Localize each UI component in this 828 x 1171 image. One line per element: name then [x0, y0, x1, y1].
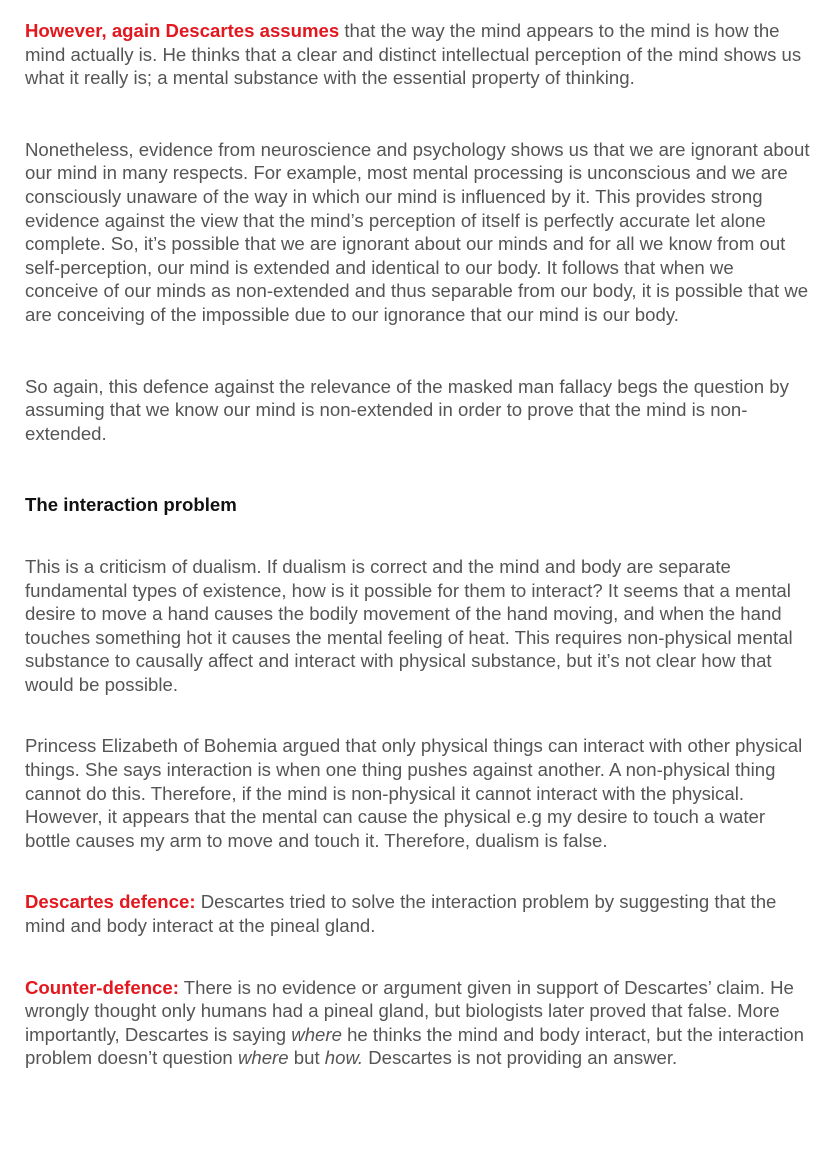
paragraph-text: So again, this defence against the relevance of the masked man fallacy begs the question by assuming that we know our mind is non-extended in order to prove that the mind is non-extended. [25, 375, 789, 444]
paragraph-text: Princess Elizabeth of Bohemia argued that only physical things can interact with other physical things. She says interaction is when one thing pushes against another. A non-physical thing cannot do this. Therefore, if the mind is non-physical it cannot interact with the physical. However, it appears that the mental can cause the physical e.g my desire to touch a water bottle causes my arm to move and touch it. Therefore, dualism is false. [25, 735, 803, 851]
paragraph-counter-defence [25, 976, 810, 1070]
emphasis-where: where [291, 1023, 342, 1045]
paragraph-text: Descartes is not providing an answer. [363, 1047, 678, 1069]
highlight-lead: However, again Descartes assumes [25, 20, 340, 41]
highlight-lead: Counter-defence: [25, 976, 179, 998]
paragraph-text: but [288, 1047, 325, 1069]
paragraph-descartes-assumes [25, 19, 810, 90]
paragraph-text: Nonetheless, evidence from neuroscience and psychology shows us that we are ignorant about our mind in many respects. For example, most mental processing is unconscious and we are consciously unaware of the way in which our mind is influenced by it. This provides strong evidence against the view that the mind’s perception of itself is perfectly accurate let alone complete. So, it’s possible that we are ignorant about our minds and for all we know from out self-perception, our mind is extended and identical to our body. It follows that when we conceive of our minds as non-extended and thus separable from our body, it is possible that we are conceiving of the impossible due to our ignorance that our mind is our body. [25, 138, 810, 325]
paragraph-interaction-criticism [25, 555, 810, 697]
paragraph-text: This is a criticism of dualism. If dualism is correct and the mind and body are separate fundamental types of existence, how is it possible for them to interact? It seems that a mental desire to move a hand causes the bodily movement of the hand moving, and when the hand touches something hot it causes the mental feeling of heat. This requires non-physical mental substance to causally affect and interact with physical substance, but it’s not clear how that would be possible. [25, 555, 793, 695]
paragraph-text: that the way the mind appears to the mind is how the mind actually is. He thinks that a clear and distinct intellectual perception of the mind shows us what it really is; a mental substance with the essential property of thinking. [25, 20, 802, 89]
paragraph-princess-elizabeth [25, 734, 810, 852]
section-heading: The interaction problem [25, 494, 237, 516]
paragraph-descartes-defence [25, 890, 810, 937]
paragraph-text: There is no evidence or argument given in support of Descartes’ claim. He wrongly thought only humans had a pineal gland, but biologists later proved that false. More importantly, Descartes is saying [25, 976, 794, 1045]
highlight-lead: Descartes defence: [25, 891, 196, 913]
paragraph-neuroscience-evidence [25, 138, 810, 327]
paragraph-text: Descartes tried to solve the interaction problem by suggesting that the mind and body interact at the pineal gland. [25, 891, 777, 937]
emphasis-where: where [237, 1047, 289, 1069]
paragraph-begs-question [25, 375, 810, 446]
emphasis-how: how. [324, 1047, 364, 1069]
document-page [25, 19, 810, 1070]
paragraph-text: he thinks the mind and body interact, but the interaction problem doesn’t question [25, 1023, 804, 1069]
